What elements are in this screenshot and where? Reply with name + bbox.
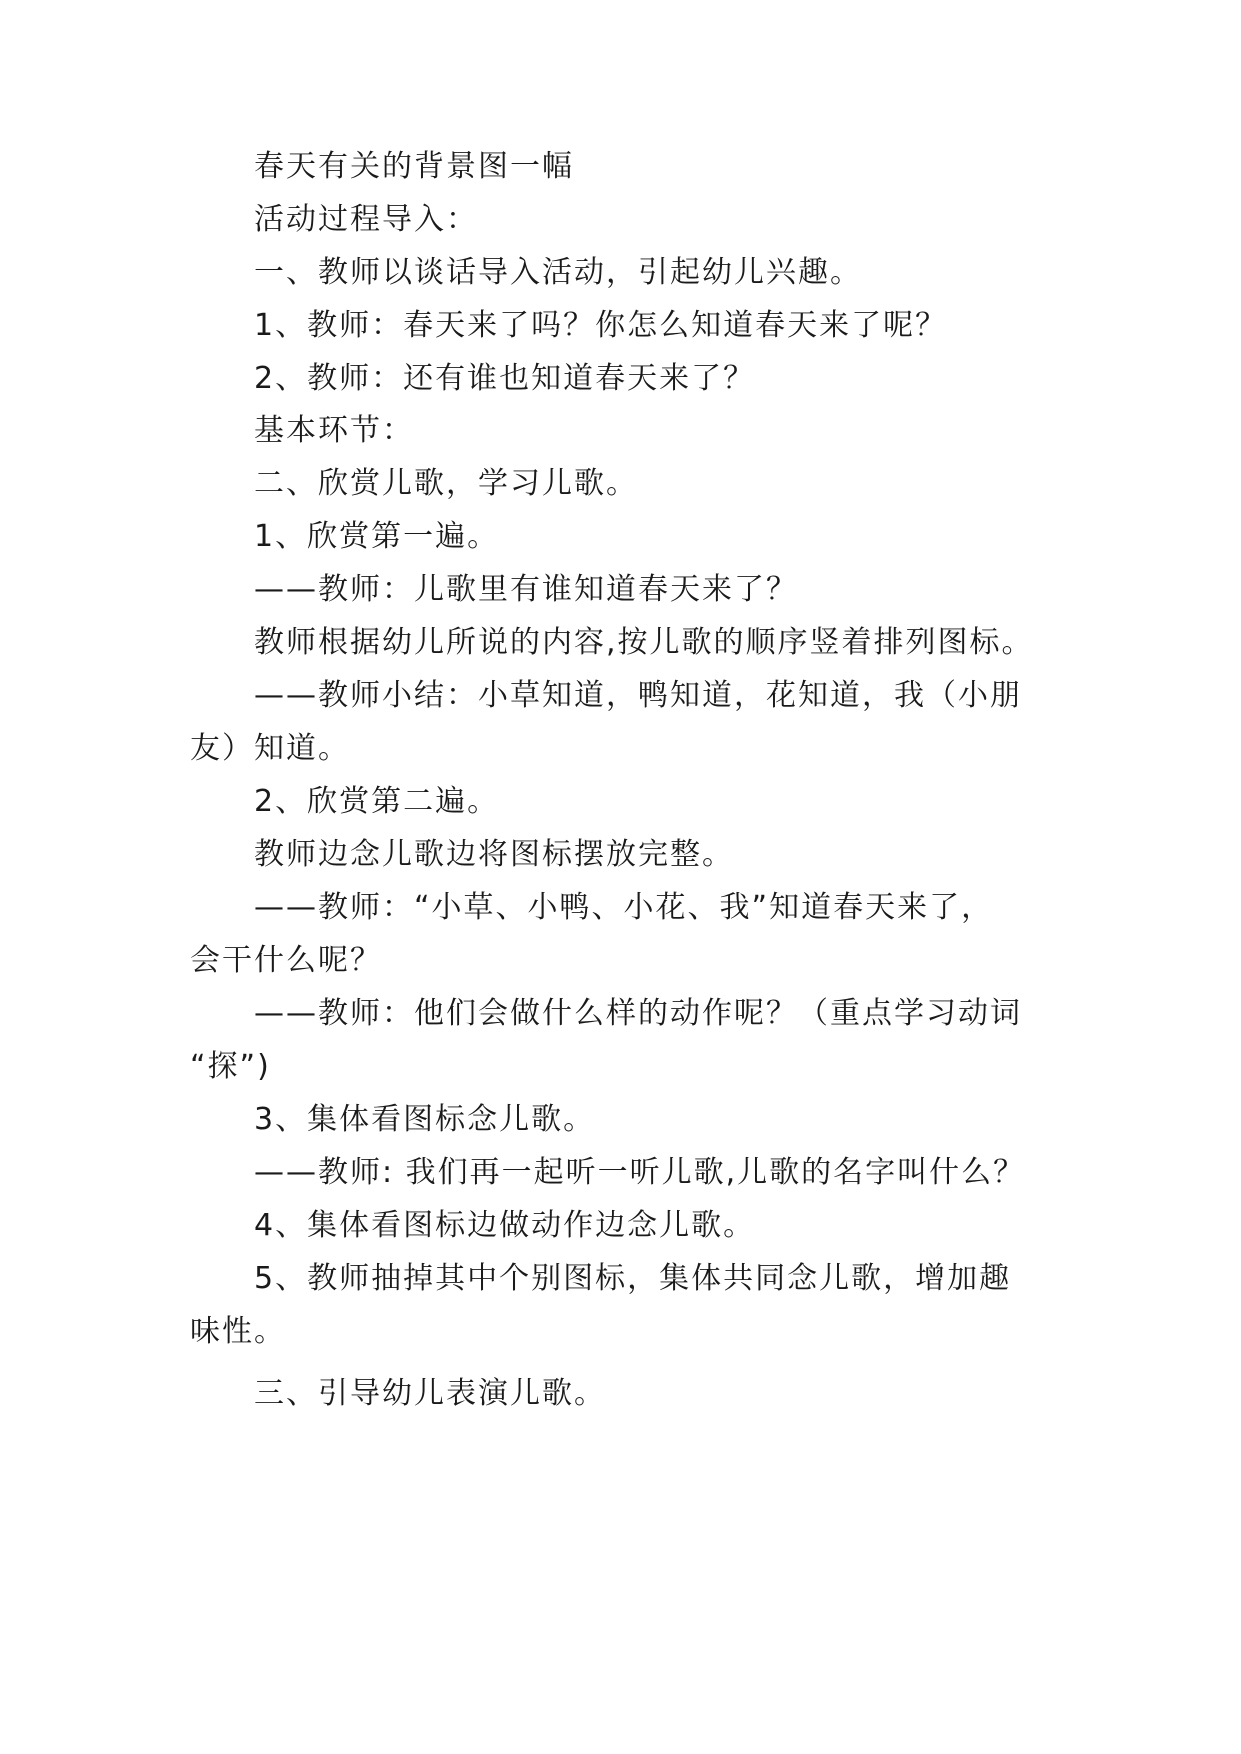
text-line-22: 5、教师抽掉其中个别图标，集体共同念儿歌，增加趣: [254, 1261, 1012, 1296]
text-line-7: 二、欣赏儿歌，学习儿歌。: [254, 466, 638, 501]
text-line-4: 1、教师：春天来了吗？你怎么知道春天来了呢？: [254, 308, 948, 343]
text-line-12: 友）知道。: [190, 731, 350, 766]
text-line-13: 2、欣赏第二遍。: [254, 784, 500, 819]
text-line-9: ——教师：儿歌里有谁知道春天来了？: [254, 572, 798, 607]
text-line-3: 一、教师以谈话导入活动，引起幼儿兴趣。: [254, 255, 862, 290]
text-line-23: 味性。: [190, 1314, 286, 1349]
text-line-8: 1、欣赏第一遍。: [254, 519, 500, 554]
text-line-5: 2、教师：还有谁也知道春天来了？: [254, 361, 756, 396]
text-line-15: ——教师：“小草、小鸭、小花、我”知道春天来了，: [254, 890, 994, 925]
text-line-18: “探”): [190, 1049, 271, 1084]
text-line-17: ——教师：他们会做什么样的动作呢？（重点学习动词: [254, 996, 1022, 1031]
text-line-6: 基本环节：: [254, 413, 414, 448]
text-line-20: ——教师: 我们再一起听一听儿歌,儿歌的名字叫什么？: [254, 1155, 1026, 1190]
text-line-1: 春天有关的背景图一幅: [254, 149, 574, 184]
text-line-14: 教师边念儿歌边将图标摆放完整。: [254, 837, 734, 872]
text-line-21: 4、集体看图标边做动作边念儿歌。: [254, 1208, 756, 1243]
text-line-16: 会干什么呢？: [190, 943, 382, 978]
text-line-19: 3、集体看图标念儿歌。: [254, 1102, 596, 1137]
text-line-11: ——教师小结：小草知道，鸭知道，花知道，我（小朋: [254, 678, 1022, 713]
text-line-10: 教师根据幼儿所说的内容,按儿歌的顺序竖着排列图标。: [254, 625, 1034, 660]
text-line-24: 三、引导幼儿表演儿歌。: [254, 1376, 606, 1411]
text-line-2: 活动过程导入：: [254, 202, 478, 237]
